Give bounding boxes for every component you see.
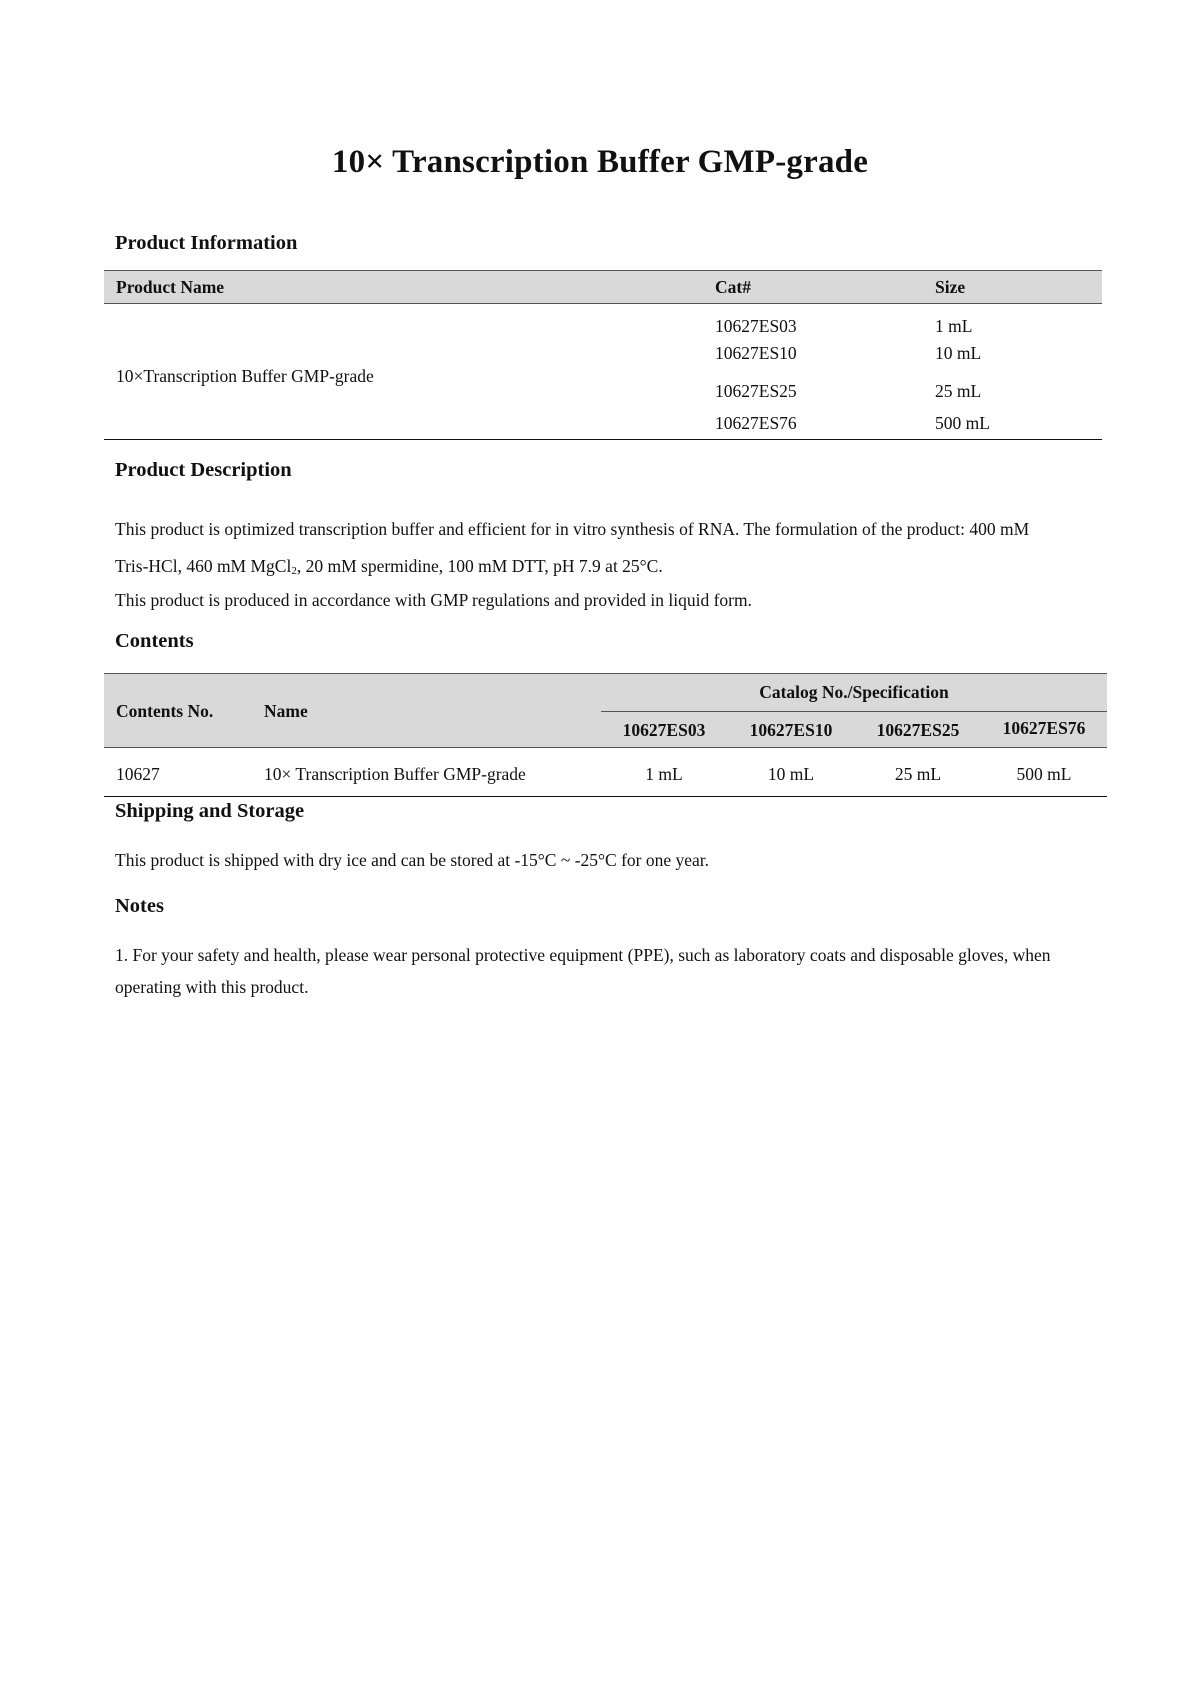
shipping-text: This product is shipped with dry ice and can be stored at -15°C ~ -25°C for one year. [115,850,710,870]
header-cat: Cat# [715,277,751,297]
spec-value-cell: 25 mL [894,764,942,784]
contents-table [104,673,1107,797]
contents-heading: Contents [115,630,194,652]
header-catalog-group: Catalog No./Specification [759,682,949,702]
contents-no-cell: 10627 [116,764,160,784]
header-spec: 10627ES25 [876,720,960,740]
header-spec: 10627ES76 [1002,718,1086,738]
product-information-heading: Product Information [115,232,298,254]
description-line-3: This product is produced in accordance with GMP regulations and provided in liquid form. [115,590,752,610]
product-information-body [104,304,1102,440]
size-cell: 10 mL [935,343,982,363]
header-spec: 10627ES10 [749,720,833,740]
description-line-1: This product is optimized transcription buffer and efficient for in vitro synthesis of RNA. The formulation of the product: 400 mM [115,519,1030,539]
cat-cell: 10627ES10 [715,343,797,363]
header-divider [601,711,1107,712]
spec-value-cell: 1 mL [645,764,683,784]
header-product-name: Product Name [116,277,225,297]
product-information-table [104,270,1102,440]
size-cell: 1 mL [935,316,973,336]
spec-value-cell: 500 mL [1016,764,1072,784]
spec-value-cell: 10 mL [767,764,815,784]
page-title: 10× Transcription Buffer GMP-grade [331,144,869,180]
notes-heading: Notes [115,895,164,917]
contents-header [104,673,1107,748]
header-size: Size [935,277,966,297]
description-line-2: Tris-HCl, 460 mM MgCl$_2$, 20 mM spermidine, 100 mM DTT, pH 7.9 at 25°C. [115,556,663,577]
cat-cell: 10627ES76 [715,413,797,433]
table-row [104,748,1107,797]
product-description-heading: Product Description [115,459,292,481]
shipping-heading: Shipping and Storage [115,800,305,822]
header-name: Name [264,701,308,721]
product-name-cell: 10×Transcription Buffer GMP-grade [116,366,374,386]
size-cell: 500 mL [935,413,990,433]
cat-cell: 10627ES03 [715,316,797,336]
cat-cell: 10627ES25 [715,381,797,401]
name-cell: 10× Transcription Buffer GMP-grade [264,764,526,784]
header-contents-no: Contents No. [116,701,214,721]
notes-line-2: operating with this product. [115,977,309,997]
notes-line-1: 1. For your safety and health, please wear personal protective equipment (PPE), such as laboratory coats and disposable gloves, when [115,945,1051,965]
header-spec: 10627ES03 [622,720,706,740]
size-cell: 25 mL [935,381,982,401]
product-information-header-row [104,270,1102,304]
